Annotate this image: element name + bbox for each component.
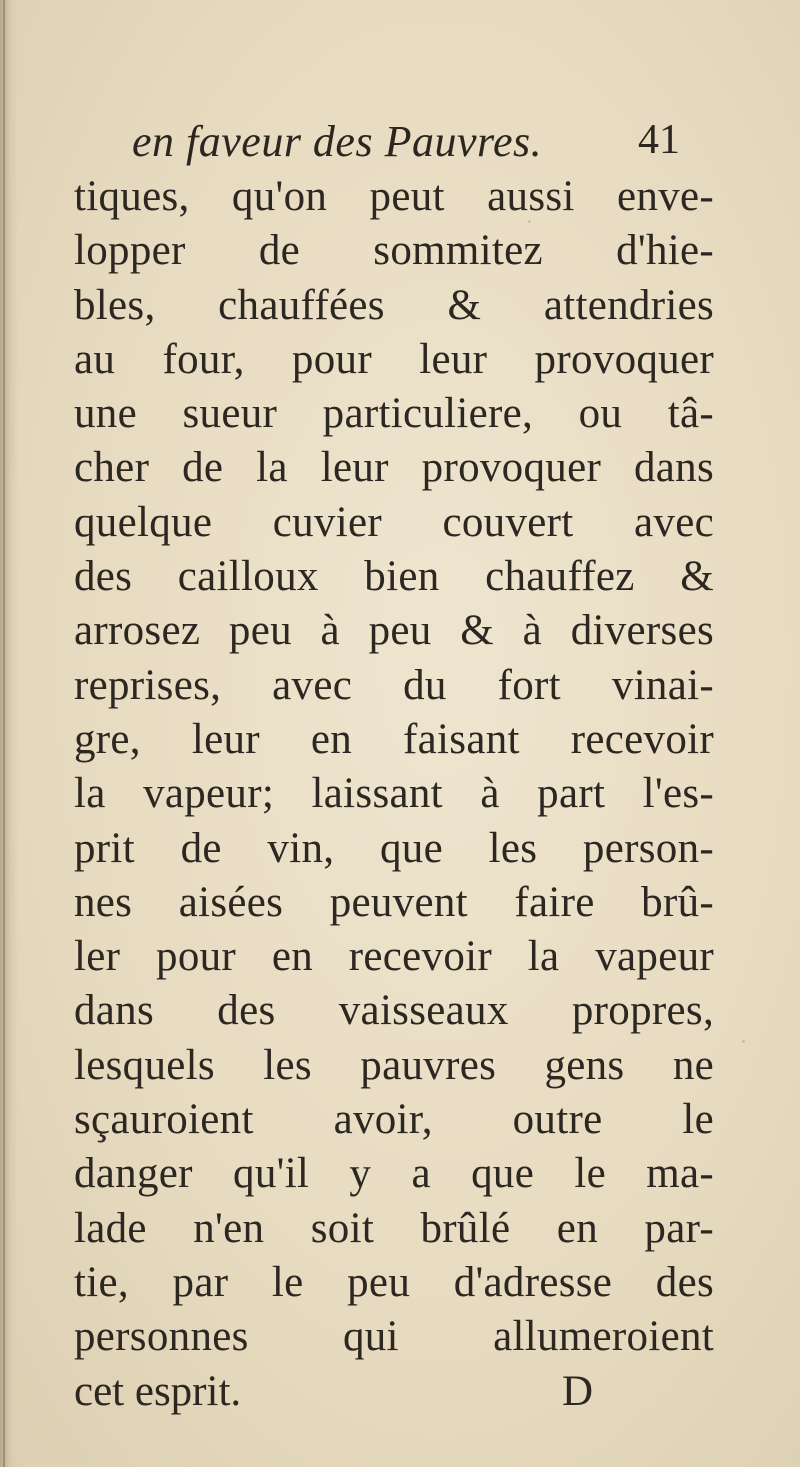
text-line: une sueur particuliere, ou tâ- [74,390,714,438]
last-row [74,1365,714,1419]
text-line: quelque cuvier couvert avec [74,498,714,546]
signature-mark: D [562,1367,594,1415]
text-line: lopper de sommitez d'hie- [74,227,714,275]
text-line-last: cet esprit. [74,1367,242,1415]
text-line: cher de la leur provoquer dans [74,444,714,492]
text-line: arrosez peu à peu & à diverses [74,607,714,655]
text-line: gre, leur en faisant recevoir [74,715,714,763]
text-line: personnes qui allumeroient [74,1313,714,1361]
text-line: lade n'en soit brûlé en par- [74,1204,714,1252]
text-line: prit de vin, que les person- [74,824,714,872]
text-line: nes aisées peuvent faire brû- [74,878,714,926]
page-header [132,108,692,168]
body-text [74,170,714,1419]
paper-speck [742,1040,745,1043]
text-line: lesquels les pauvres gens ne [74,1041,714,1089]
text-line: dans des vaisseaux propres, [74,987,714,1035]
text-line: reprises, avec du fort vinai- [74,661,714,709]
text-line: ler pour en recevoir la vapeur [74,933,714,981]
binding-edge-line [3,0,5,1467]
text-line: des cailloux bien chauffez & [74,553,714,601]
text-line: tiques, qu'on peut aussi enve- [74,173,714,220]
running-head: en faveur des Pauvres. [132,117,543,166]
text-line: bles, chauffées & attendries [74,281,714,329]
text-line: au four, pour leur provoquer [74,335,714,383]
page-number: 41 [638,117,680,163]
text-line: tie, par le peu d'adresse des [74,1258,714,1306]
text-line: la vapeur; laissant à part l'es- [74,770,714,818]
text-line: danger qu'il y a que le ma- [74,1150,714,1198]
text-line: sçauroient avoir, outre le [74,1096,714,1144]
